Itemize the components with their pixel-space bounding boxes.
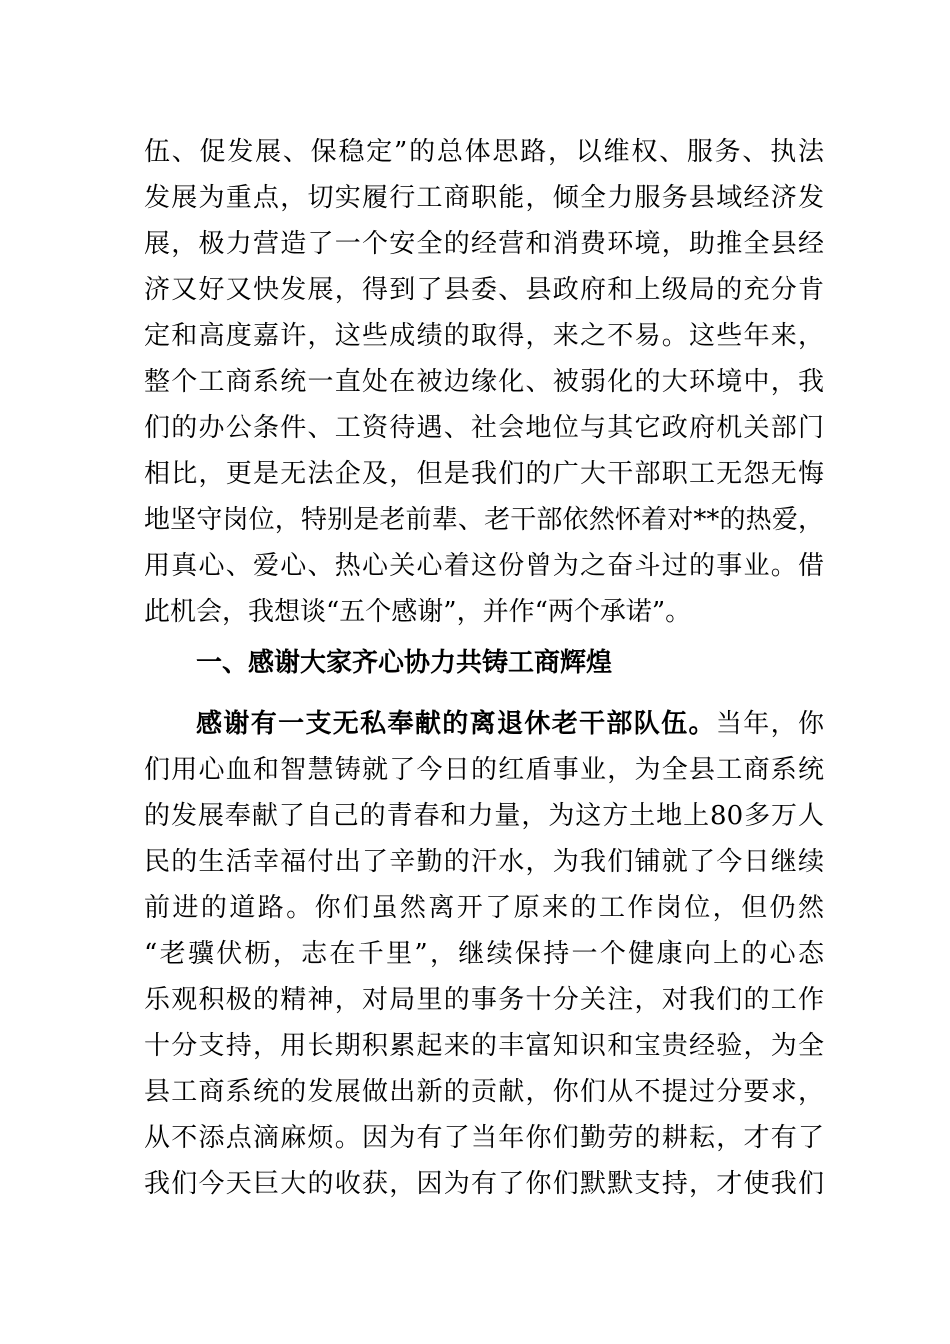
paragraph-line: 县工商系统的发展做出新的贡献，你们从不提过分要求， [144,1077,824,1107]
paragraph-line: 们用心血和智慧铸就了今日的红盾事业，为全县工商系统 [144,755,824,785]
paragraph-line: 们的办公条件、工资待遇、社会地位与其它政府机关部门 [144,413,824,443]
paragraph-line: 前进的道路。你们虽然离开了原来的工作岗位，但仍然 [144,893,824,923]
section-heading: 一、感谢大家齐心协力共铸工商辉煌 [196,648,613,678]
paragraph-line: 从不添点滴麻烦。因为有了当年你们勤劳的耕耘，才有了 [144,1123,824,1153]
paragraph-lead-sentence: 感谢有一支无私奉献的离退休老干部队伍。 [196,709,716,739]
paragraph-line: 济又好又快发展，得到了县委、县政府和上级局的充分肯 [144,275,824,305]
paragraph-line: “老骥伏枥，志在千里”，继续保持一个健康向上的心态 [144,939,824,969]
paragraph-line: 发展为重点，切实履行工商职能，倾全力服务县域经济发 [144,183,824,213]
paragraph-line: 民的生活幸福付出了辛勤的汗水，为我们铺就了今日继续 [144,847,824,877]
paragraph-line: 用真心、爱心、热心关心着这份曾为之奋斗过的事业。借 [144,551,824,581]
paragraph-line: 伍、促发展、保稳定”的总体思路，以维权、服务、执法 [144,137,824,167]
paragraph-first-line [196,709,824,739]
paragraph-line: 展，极力营造了一个安全的经营和消费环境，助推全县经 [144,229,824,259]
paragraph-line: 地坚守岗位，特别是老前辈、老干部依然怀着对**的热爱， [144,505,824,535]
paragraph-line: 的发展奉献了自己的青春和力量，为这方土地上80多万人 [144,801,824,831]
paragraph-first-line-rest: 当年，你 [715,709,824,739]
paragraph-line: 相比，更是无法企及，但是我们的广大干部职工无怨无悔 [144,459,824,489]
paragraph-line: 十分支持，用长期积累起来的丰富知识和宝贵经验，为全 [144,1031,824,1061]
paragraph-line: 我们今天巨大的收获，因为有了你们默默支持，才使我们 [144,1169,824,1199]
paragraph-line: 此机会，我想谈“五个感谢”，并作“两个承诺”。 [144,597,692,627]
paragraph-line: 乐观积极的精神，对局里的事务十分关注，对我们的工作 [144,985,824,1015]
paragraph-line: 定和高度嘉许，这些成绩的取得，来之不易。这些年来， [144,321,824,351]
paragraph-line: 整个工商系统一直处在被边缘化、被弱化的大环境中，我 [144,367,824,397]
